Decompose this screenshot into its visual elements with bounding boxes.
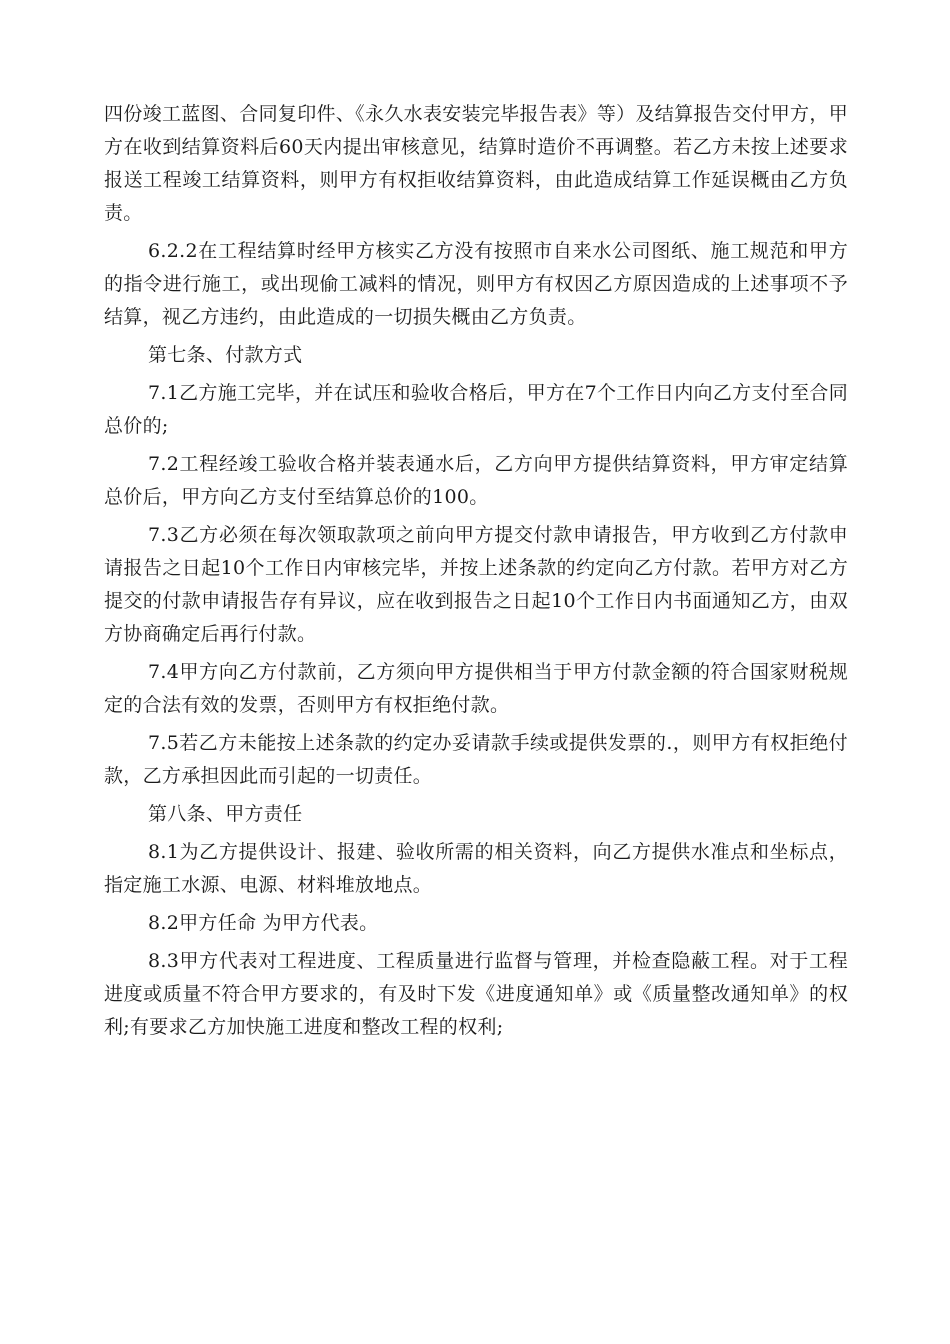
article-8-heading: 第八条、甲方责任 <box>148 803 303 825</box>
article-7-heading: 第七条、付款方式 <box>148 344 303 366</box>
paragraph-7-5: 7.5若乙方未能按上述条款的约定办妥请款手续或提供发票的.，则甲方有权拒绝付款，乙方承担因此而引起的一切责任。 <box>104 732 848 787</box>
paragraph-7-1: 7.1乙方施工完毕，并在试压和验收合格后，甲方在7个工作日内向乙方支付至合同总价的; <box>104 382 848 437</box>
document-body <box>104 98 848 1049</box>
paragraph-8-2: 8.2甲方任命 为甲方代表。 <box>148 912 379 934</box>
paragraph-8-1: 8.1为乙方提供设计、报建、验收所需的相关资料，向乙方提供水准点和坐标点，指定施工水源、电源、材料堆放地点。 <box>104 841 848 896</box>
paragraph-6-2-2: 6.2.2在工程结算时经甲方核实乙方没有按照市自来水公司图纸、施工规范和甲方的指令进行施工，或出现偷工减料的情况，则甲方有权因乙方原因造成的上述事项不予结算，视乙方违约，由此造成的一切损失概由乙方负责。 <box>104 240 848 328</box>
paragraph-8-3: 8.3甲方代表对工程进度、工程质量进行监督与管理，并检查隐蔽工程。对于工程进度或质量不符合甲方要求的，有及时下发《进度通知单》或《质量整改通知单》的权利;有要求乙方加快施工进度和整改工程的权利; <box>104 950 848 1038</box>
paragraph-7-4: 7.4甲方向乙方付款前，乙方须向甲方提供相当于甲方付款金额的符合国家财税规定的合法有效的发票，否则甲方有权拒绝付款。 <box>104 661 848 716</box>
paragraph-settlement-materials: 四份竣工蓝图、合同复印件、《永久水表安装完毕报告表》等）及结算报告交付甲方，甲方在收到结算资料后60天内提出审核意见，结算时造价不再调整。若乙方未按上述要求报送工程竣工结算资料，则甲方有权拒收结算资料，由此造成结算工作延误概由乙方负责。 <box>104 103 848 224</box>
paragraph-7-2: 7.2工程经竣工验收合格并装表通水后，乙方向甲方提供结算资料，甲方审定结算总价后，甲方向乙方支付至结算总价的100。 <box>104 453 848 508</box>
paragraph-7-3: 7.3乙方必须在每次领取款项之前向甲方提交付款申请报告，甲方收到乙方付款申请报告之日起10个工作日内审核完毕，并按上述条款的约定向乙方付款。若甲方对乙方提交的付款申请报告存有异议，应在收到报告之日起10个工作日内书面通知乙方，由双方协商确定后再行付款。 <box>104 524 848 645</box>
